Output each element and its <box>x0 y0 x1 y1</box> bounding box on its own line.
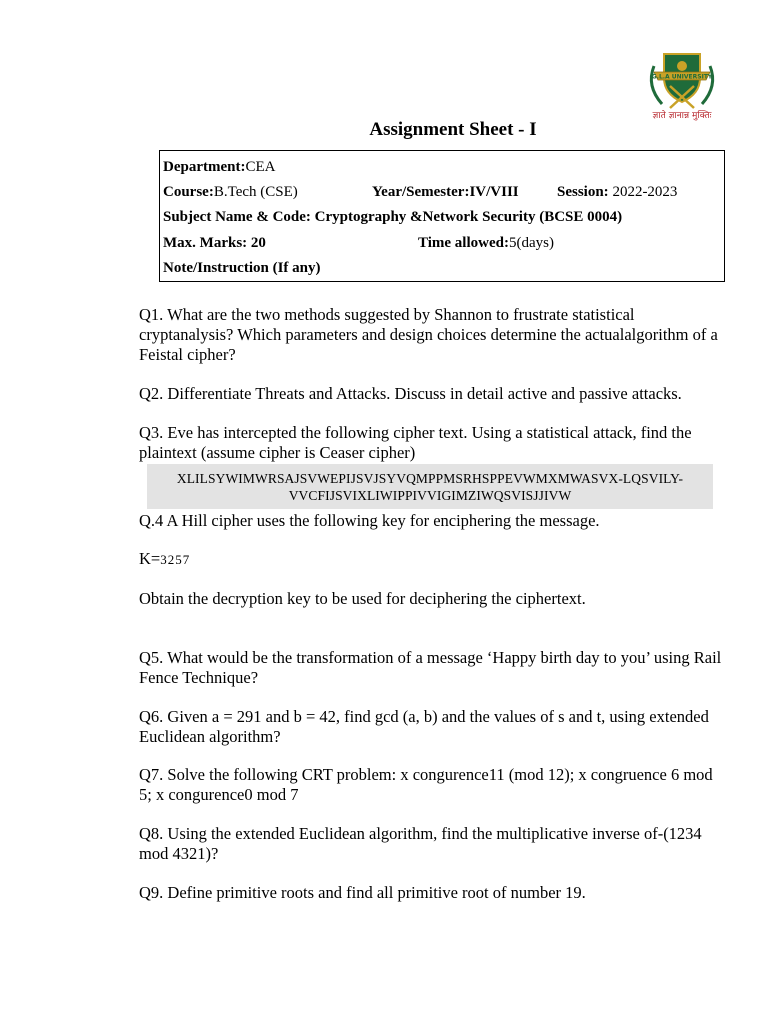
question-4: Q.4 A Hill cipher uses the following key for enciphering the message. <box>139 511 600 530</box>
question-8: Q8. Using the extended Euclidean algorithm, find the multiplicative inverse of-(1234 mod 4321)? <box>139 824 702 863</box>
cipher-text-box <box>147 464 713 509</box>
question-3: Q3. Eve has intercepted the following cipher text. Using a statistical attack, find the plaintext (assume cipher is Ceaser cipher) <box>139 423 692 462</box>
question-7: Q7. Solve the following CRT problem: x congurence11 (mod 12); x congruence 6 mod 5; x congurence0 mod 7 <box>139 765 713 804</box>
max-marks: Max. Marks: 20 <box>163 235 266 251</box>
course-info-box <box>159 150 725 282</box>
svg-text:G.L.A UNIVERSITY: G.L.A UNIVERSITY <box>651 73 713 81</box>
question-9: Q9. Define primitive roots and find all primitive root of number 19. <box>139 883 586 902</box>
course-row <box>163 184 298 201</box>
session-row <box>557 184 677 201</box>
page-title: Assignment Sheet - I <box>369 119 537 140</box>
key-value: 3257 <box>160 552 191 567</box>
question-4-instruction: Obtain the decryption key to be used for deciphering the ciphertext. <box>139 589 586 608</box>
cipher-text-line-1: XLILSYWIMWRSAJSVWEPIJSVJSYVQMPPMSRHSPPEVWMXMWASVX-LQSVILY- <box>176 471 684 486</box>
question-1: Q1. What are the two methods suggested by Shannon to frustrate statistical cryptanalysis? Which parameters and design choices determine the actualalgorithm of a Feistal cipher? <box>139 305 718 364</box>
question-6: Q6. Given a = 291 and b = 42, find gcd (a, b) and the values of s and t, using extended Euclidean algorithm? <box>139 707 709 746</box>
time-allowed: Time allowed:5(days) <box>418 235 554 251</box>
cipher-text-line-2: VVCFIJSVIXLIWIPPIVVIGIMZIWQSVISJJIVW <box>288 488 572 503</box>
note-instruction: Note/Instruction (If any) <box>163 260 321 276</box>
course-value: B.Tech (CSE) <box>213 184 298 200</box>
course-label: Course: <box>163 184 214 200</box>
year-semester: Year/Semester:IV/VIII <box>372 184 519 200</box>
session-label: Session: <box>557 184 609 200</box>
hill-key <box>139 549 724 570</box>
session-value: 2022-2023 <box>612 184 678 200</box>
question-2: Q2. Differentiate Threats and Attacks. Discuss in detail active and passive attacks. <box>139 384 682 403</box>
department-value: CEA <box>245 159 276 175</box>
subject-row: Subject Name & Code: Cryptography &Network Security (BCSE 0004) <box>163 209 623 225</box>
department-label: Department: <box>163 159 246 175</box>
department-row <box>163 159 275 176</box>
university-crest-icon <box>640 46 724 122</box>
university-logo <box>640 46 724 122</box>
svg-text:ज्ञाते ज्ञानान्न मुक्तिः: ज्ञाते ज्ञानान्न मुक्तिः <box>652 111 712 121</box>
key-label: K= <box>139 549 161 568</box>
question-5: Q5. What would be the transformation of a message ‘Happy birth day to you’ using Rail Fence Technique? <box>139 648 722 687</box>
